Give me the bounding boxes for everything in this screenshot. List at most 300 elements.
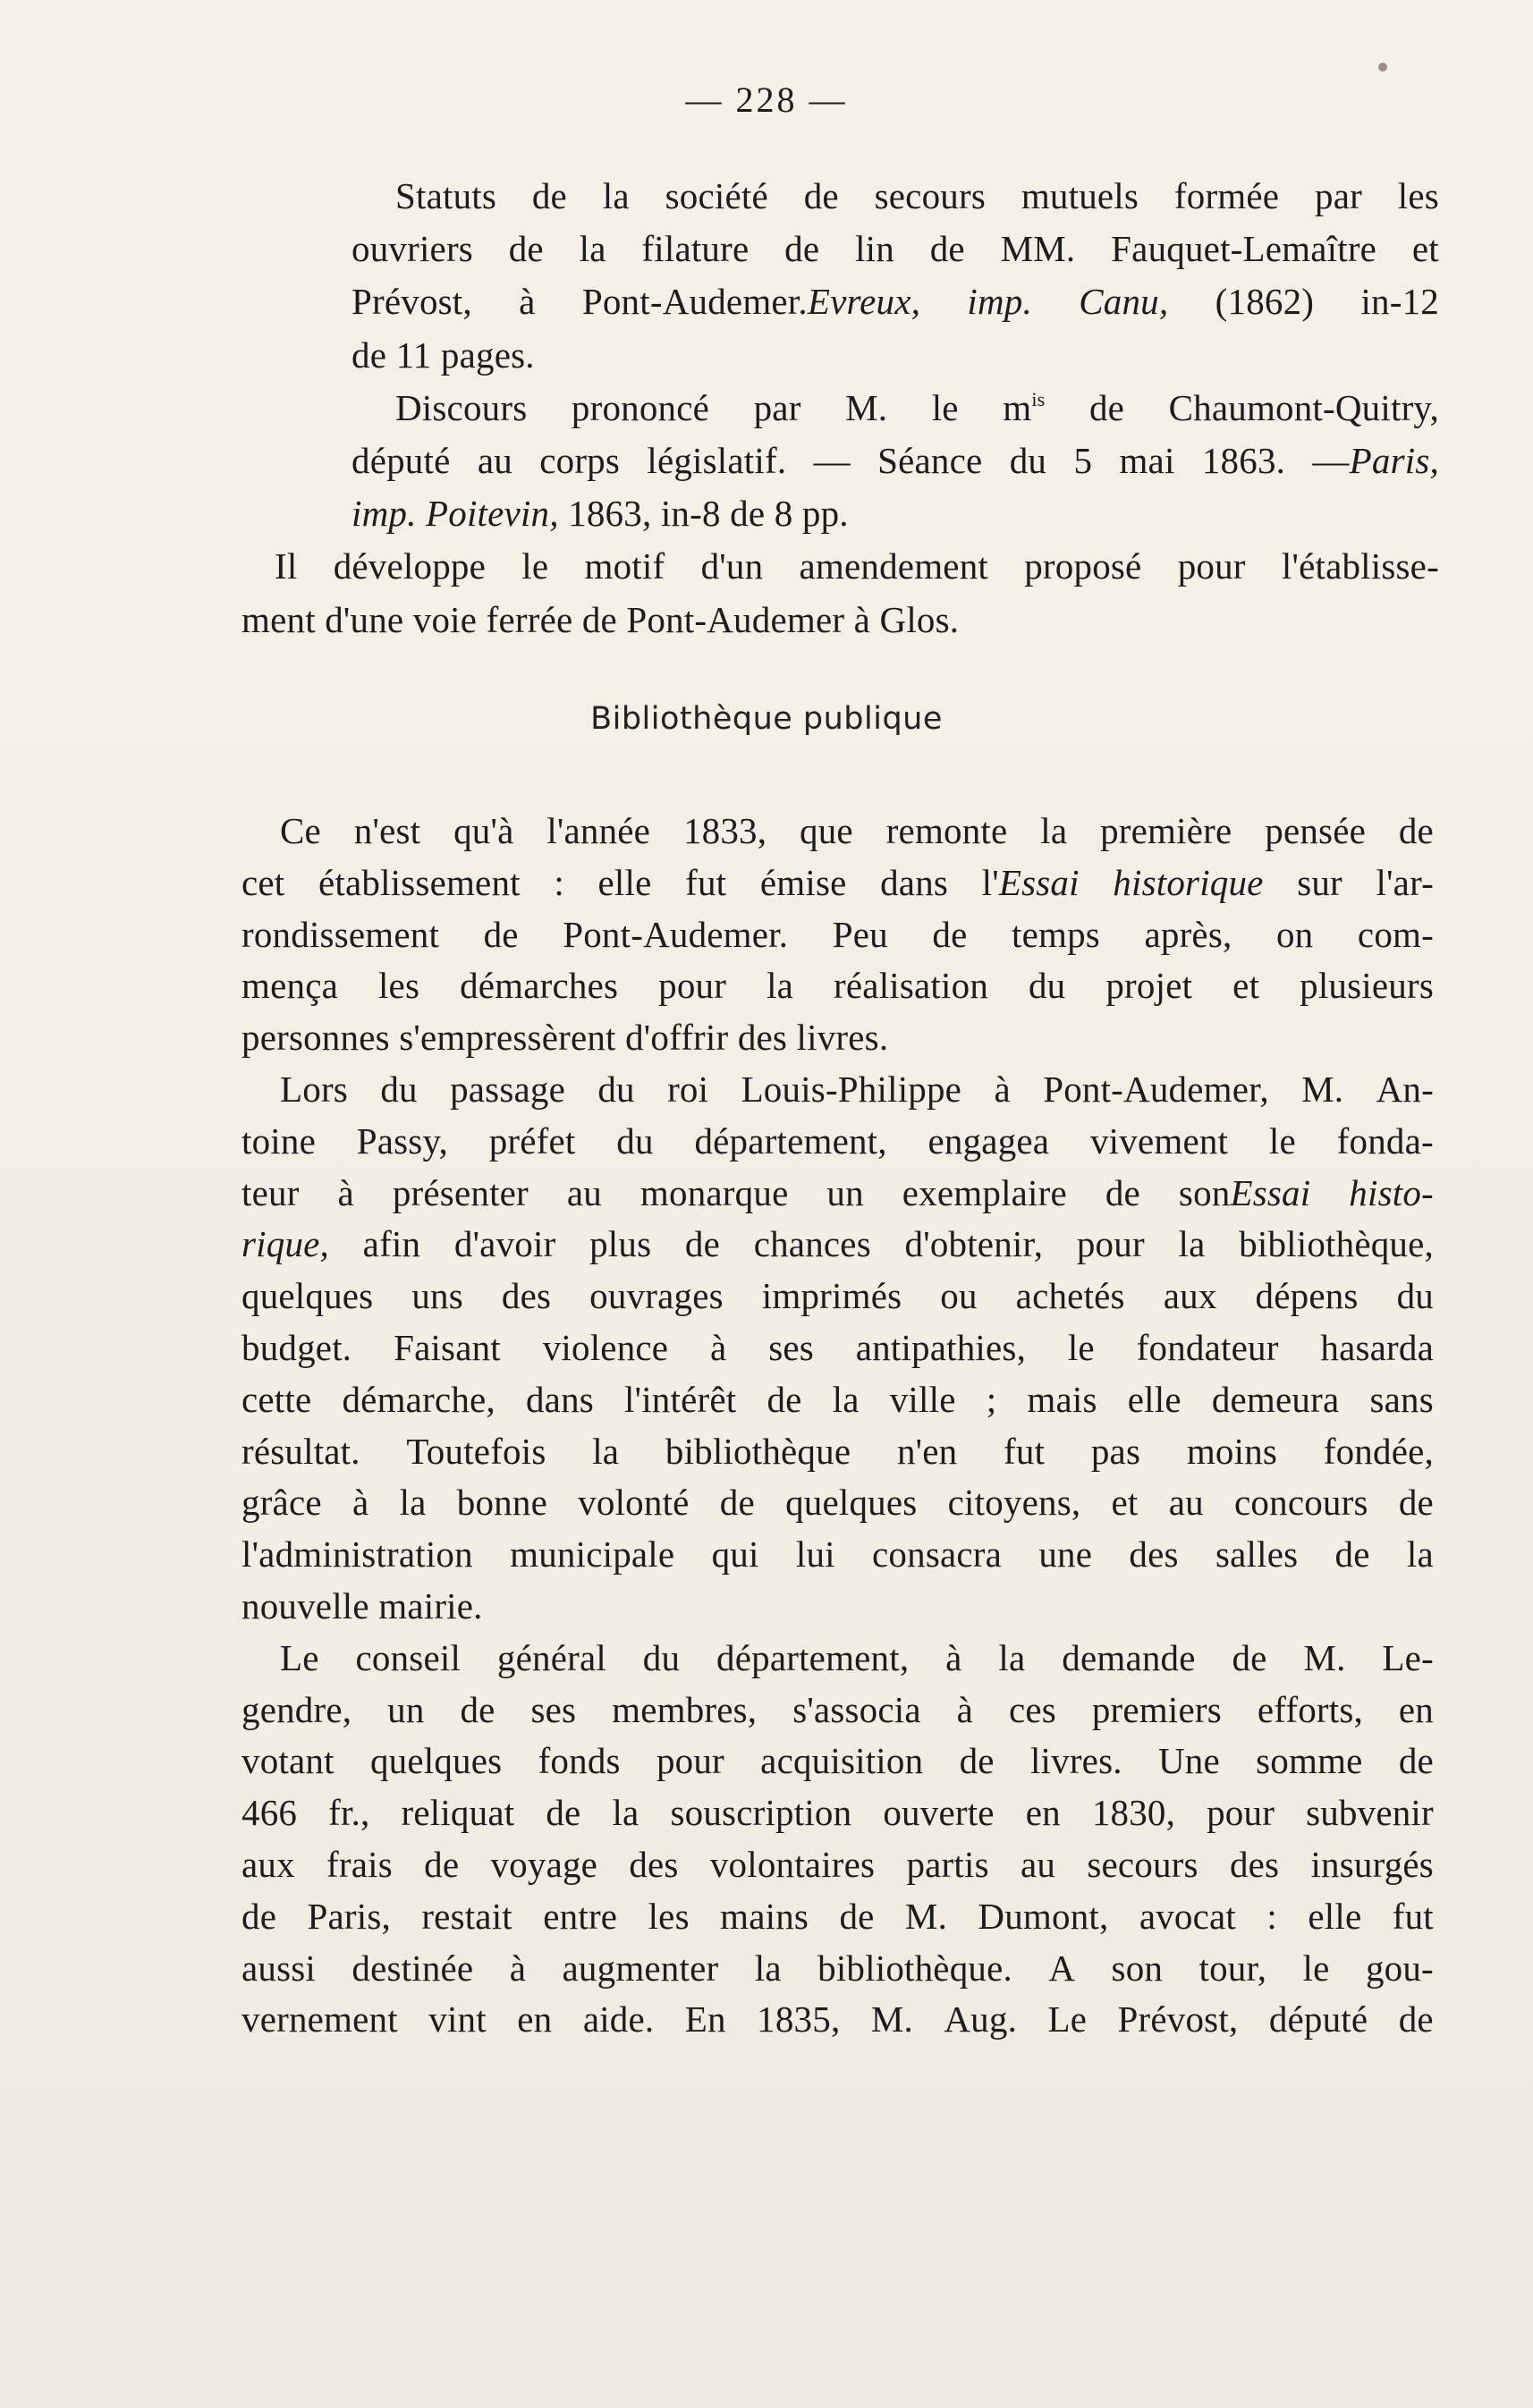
word [1027,1373,1097,1425]
word [1376,857,1434,908]
word [1232,1632,1266,1684]
text-run: fut [685,861,727,903]
text-run: in-12 [1360,281,1439,323]
text-run: du [1396,1275,1434,1317]
word [1090,1115,1228,1167]
word [897,1425,957,1477]
text-run: et [1411,228,1439,270]
text-run: et [1232,965,1260,1007]
italic-text: historique [1113,861,1264,903]
text-run: la [602,175,630,216]
text-run: demeura [1211,1378,1340,1420]
text-line [0,223,1439,275]
word [804,170,839,222]
text-run: salles [1215,1534,1299,1576]
text-line [0,1528,1434,1580]
word [877,435,982,486]
text-run: son [1178,1171,1231,1213]
text-run: nouvelle [241,1585,369,1626]
text-run: Statuts [395,175,497,216]
text-run: en [1025,1792,1061,1834]
text-line [0,1993,1434,2045]
text-run: demande [1062,1636,1196,1678]
text-run: motif [584,545,665,587]
word [490,1838,597,1890]
word [413,599,477,640]
text-run: antipathies, [855,1327,1027,1368]
italic-text: Canu, [1079,281,1169,323]
text-run: de [1105,1171,1140,1213]
text-run: 1863, [568,493,652,535]
word [624,1373,736,1425]
text-run: secours [874,175,986,216]
word [994,1063,1010,1115]
word [1139,1890,1236,1942]
text-run: de [1334,1534,1370,1576]
text-run: cette [241,1378,312,1420]
word [517,1993,552,2045]
text-run: sans [1369,1378,1434,1420]
word [1047,1993,1087,2045]
italic-text: Poitevin, [426,493,559,535]
text-line [0,275,1439,327]
word [1012,908,1100,960]
word [582,599,617,640]
text-run: toine [241,1120,316,1162]
word [640,1167,789,1219]
word [685,857,726,908]
text-line [0,1632,1434,1684]
text-run: Pont-Audemer, [1043,1069,1269,1110]
text-run: plusieurs [1300,965,1434,1007]
text-run: Discours [395,386,528,428]
text-run: la [998,1636,1026,1678]
text-run: quelques [369,1740,503,1782]
word [394,1322,501,1373]
word [1232,959,1259,1011]
word [351,1942,473,1994]
word [1256,1270,1359,1322]
word [1016,1270,1125,1322]
word [1026,1787,1061,1838]
word [241,1890,276,1942]
word [241,1528,473,1580]
text-run: M. [904,1895,948,1937]
word [378,1585,482,1626]
text-line [0,594,1439,646]
text-run: et [1111,1482,1139,1524]
text-run: la [399,1482,427,1524]
text-run: quelques [785,1482,918,1524]
word [1062,1632,1195,1684]
word [526,1373,594,1425]
text-run: l'intérêt [624,1378,737,1420]
text-run: insurgés [1310,1844,1434,1885]
word [670,1787,851,1838]
word [775,493,793,534]
word [539,435,620,486]
text-run: An- [1376,1069,1434,1110]
text-line [0,805,1434,857]
text-run: Aug. [944,1998,1018,2040]
word [393,1167,529,1219]
word [755,1942,782,1994]
text-run: de [730,493,766,535]
text-run: : [1266,1895,1277,1937]
text-run: ses [530,1688,577,1730]
text-run: grâce [241,1482,322,1524]
text-run: com- [1357,913,1434,955]
word [784,223,819,275]
word [1158,1735,1220,1787]
text-run: le [1067,1327,1095,1368]
word [905,1890,947,1942]
word [906,1838,988,1890]
word [656,1735,724,1787]
text-run: on [1275,913,1314,955]
word [603,170,630,222]
text-run: filature [641,228,750,270]
word [1118,1993,1239,2045]
word [1144,908,1232,960]
text-run: Louis-Philippe [741,1069,962,1110]
word [1187,1425,1277,1477]
text-line [0,1373,1434,1425]
page-number: — 228 — [685,80,848,120]
text-run: aux [1163,1275,1217,1317]
word [1399,805,1434,857]
word [817,1942,1012,1994]
text-run: préfet [488,1120,576,1162]
word [453,805,513,857]
text-run: pour [656,1740,724,1782]
text-run: remonte [885,810,1008,851]
word [712,1528,759,1580]
text-run: Prévost, [1117,1998,1239,2040]
word [1399,1735,1434,1787]
word [489,1115,576,1167]
text-run: secours [1087,1844,1198,1885]
word [338,1167,354,1219]
text-run: votant [241,1740,335,1782]
word [957,1684,973,1736]
text-run: frais [326,1844,393,1885]
word [890,1373,956,1425]
word [834,959,988,1011]
text-run: gendre, [241,1688,352,1730]
word [532,170,567,222]
word [530,1684,576,1736]
word [241,1684,351,1736]
word [380,1063,417,1115]
word [1105,1167,1140,1219]
word [1029,959,1065,1011]
text-run: à [956,1688,974,1730]
word [785,1476,917,1528]
word [625,1017,728,1058]
word [241,1270,373,1322]
text-run: de [1398,810,1434,851]
word [241,1322,351,1373]
text-run: Faisant [394,1327,501,1368]
text-run: quelques [241,1275,374,1317]
text-run: à [994,1069,1011,1110]
word [1199,1942,1267,1994]
word [1399,1684,1434,1736]
text-run: au [566,1171,602,1213]
word [546,1787,580,1838]
word [845,382,887,434]
text-run: plus [589,1223,652,1265]
text-line [0,1684,1434,1736]
word [387,1684,424,1736]
word [572,382,709,434]
word [1111,223,1376,275]
word [648,1890,690,1942]
word [546,805,650,857]
word [460,1684,495,1736]
word [400,1476,427,1528]
word [1079,275,1168,327]
word [1360,275,1439,327]
text-run: la [579,228,606,270]
word [647,435,786,486]
word [905,1218,1044,1270]
text-run: 11 [395,334,432,376]
text-run: mutuels [1021,175,1139,216]
word [1113,857,1263,908]
text-run: une [1038,1534,1093,1576]
text-run: qui [711,1534,759,1576]
text-run: de [460,1688,495,1730]
text-run: bonne [456,1482,547,1524]
word [800,540,988,592]
word [1266,1890,1277,1942]
text-run: membres, [612,1688,758,1730]
word [543,1322,668,1373]
word [1234,1476,1368,1528]
text-run: fut [1004,1430,1046,1472]
text-run: la [1406,1534,1434,1576]
word [854,599,870,640]
text-run: société [665,175,768,216]
text-run: entre [543,1895,618,1937]
text-run: la [1040,810,1068,851]
word [592,1425,619,1477]
text-run: pages. [440,334,535,376]
text-run: d'avoir [453,1223,556,1265]
text-run: ouvriers [351,228,473,270]
word [1112,1476,1139,1528]
word [241,1942,316,1994]
word [1048,1942,1075,1994]
text-run: vernement [241,1998,398,2040]
word [521,540,548,592]
word [563,908,788,960]
word [665,170,768,222]
word [1349,1167,1434,1219]
text-run: Fauquet-Lemaître [1111,228,1377,270]
italic-text: Evreux, [807,281,921,323]
word [661,493,721,534]
word [1207,1787,1275,1838]
word [716,1632,909,1684]
text-run: lui [795,1534,835,1576]
word [1276,908,1313,960]
text-run: M. [870,1998,913,2040]
word [886,805,1008,857]
text-run: Séance [877,440,983,481]
text-run: prononcé [571,386,710,428]
text-run: 1833, [682,810,767,851]
word [880,857,948,908]
text-run: livres. [796,1017,889,1059]
text-run: somme [1256,1740,1363,1782]
text-run: augmenter [562,1947,719,1989]
italic-text: histo- [1349,1171,1434,1213]
word [478,435,512,486]
word [421,1890,512,1942]
text-run: corps [539,440,621,481]
text-run: d'une [325,598,404,640]
word [1358,908,1434,960]
word [796,1528,835,1580]
text-run: concours [1234,1482,1368,1524]
text-run: 1830, [1091,1792,1176,1834]
word [241,1993,398,2045]
word [1312,435,1439,486]
word [307,1890,390,1942]
word [363,1218,421,1270]
word [567,1167,602,1219]
text-run: aux [241,1844,295,1885]
word [1178,1218,1205,1270]
word [1239,1218,1434,1270]
text-run: Pont-Audemer. [581,281,808,323]
word [328,1787,369,1838]
word [1010,435,1046,486]
text-run: d'obtenir, [904,1223,1044,1265]
word [396,334,432,376]
word [1077,1218,1145,1270]
text-run: ouvrages [589,1275,724,1317]
text-run: tour, [1198,1947,1267,1989]
text-line [0,1270,1434,1322]
word [241,1425,360,1477]
word [1315,170,1362,222]
word [875,170,986,222]
word [280,1632,319,1684]
word [930,223,965,275]
text-run: le [931,386,959,428]
text-run: pp. [801,493,849,535]
text-run: fondateur [1136,1327,1279,1368]
text-run: rondissement [241,913,440,955]
text-line [0,1425,1434,1477]
word [402,1787,515,1838]
word [1301,1063,1343,1115]
word [730,493,765,534]
text-run: elle [1308,1895,1362,1937]
text-run: exemplaire [902,1171,1067,1213]
word [629,1838,678,1890]
text-run: son [1111,1947,1164,1989]
text-run: ces [1008,1688,1056,1730]
word [411,1270,463,1322]
text-run: mai [1119,440,1175,481]
word [833,1373,860,1425]
text-run: passage [450,1069,565,1110]
word [720,1890,809,1942]
word [1004,1425,1045,1477]
word [351,334,386,376]
text-run: à [337,1171,354,1213]
text-run: au [1168,1482,1204,1524]
word [342,1373,495,1425]
word [1376,1063,1434,1115]
text-run: de [766,1378,802,1420]
text-run: volontaires [709,1844,876,1885]
word [578,1476,689,1528]
text-run: budget. [241,1327,352,1368]
section-title: Bibliothèque publique [590,701,943,737]
text-run: de [1232,1636,1267,1678]
text-run: que [800,810,853,851]
text-run: mais [1027,1378,1097,1420]
word [685,1218,720,1270]
word [940,1270,977,1322]
word [1179,1167,1310,1219]
text-run: le [1268,1120,1296,1162]
word [352,1476,368,1528]
word [766,1373,801,1425]
text-run: député [351,440,451,481]
word [1164,1270,1217,1322]
text-run: qu'à [453,810,514,851]
text-run: des [629,1844,679,1885]
word [356,1632,462,1684]
text-run: — [813,440,851,481]
text-run: pour [1076,1223,1145,1265]
word [1265,805,1366,857]
text-run: des [737,1017,788,1059]
text-run: Passy, [356,1120,448,1162]
word [871,1993,913,2045]
text-line [0,1787,1434,1838]
italic-text: Essai [1230,1171,1311,1213]
text-run: vivement [1089,1120,1229,1162]
text-run: Peu [832,913,888,955]
word [241,1218,329,1270]
text-run: n'est [353,810,421,851]
text-run: chances [753,1223,871,1265]
text-run: le [521,545,549,587]
text-run: à [509,1947,527,1989]
text-run: pour [1177,545,1246,587]
word [280,1063,348,1115]
word [497,1632,606,1684]
word [450,1063,565,1115]
text-run: des [501,1275,552,1317]
text-run: M. [1301,1069,1344,1110]
word [902,1167,1067,1219]
text-run: conseil [355,1636,462,1678]
word [241,959,338,1011]
text-run: par [753,386,801,428]
text-run: 1863. [1201,440,1286,481]
text-run: mains [720,1895,809,1937]
word [1303,1942,1330,1994]
